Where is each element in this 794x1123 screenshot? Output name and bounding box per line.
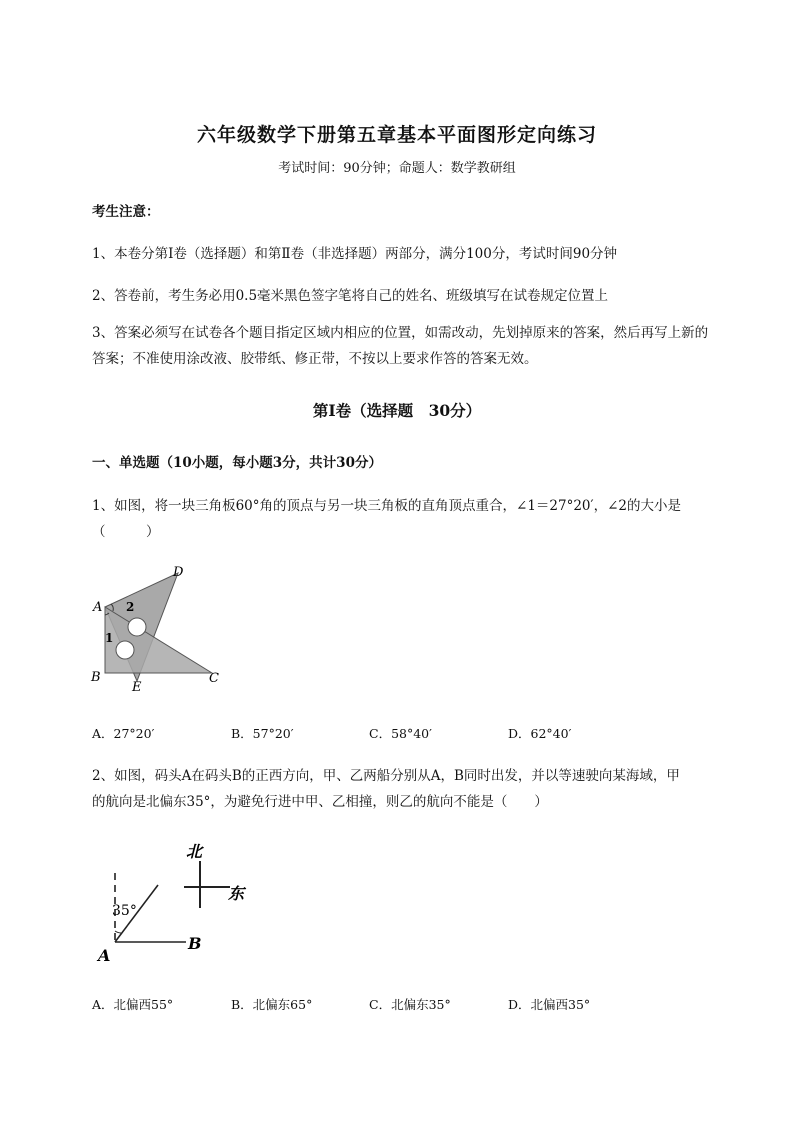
angle-arc (115, 931, 121, 933)
label-A: A (93, 600, 103, 615)
label-C: C (209, 671, 219, 686)
q1-option-d: D．62°40′ (508, 726, 572, 741)
notice-item-1: 1、本卷分第I卷（选择题）和第Ⅱ卷（非选择题）两部分，满分100分，考试时间90分钟 (92, 246, 618, 262)
q2-figure (90, 835, 280, 970)
label-B: B (91, 670, 101, 685)
q1-option-b: B．57°20′ (231, 726, 294, 741)
q2-option-b: B．北偏东65° (231, 997, 313, 1012)
label-D: D (173, 565, 184, 580)
label-E: E (132, 680, 142, 695)
q1-stem-line1: 1、如图，将一块三角板60°角的顶点与另一块三角板的直角顶点重合，∠1＝27°20′，∠2的大小是 (92, 498, 681, 514)
hole-circle (116, 641, 134, 659)
q2-option-a: A．北偏西55° (92, 997, 174, 1012)
label-A: A (98, 946, 111, 965)
page-title: 六年级数学下册第五章基本平面图形定向练习 (196, 124, 597, 146)
exam-info: 考试时间：90分钟；命题人：数学教研组 (278, 161, 516, 176)
notice-item-2: 2、答卷前，考生务必用0.5毫米黑色签字笔将自己的姓名、班级填写在试卷规定位置上 (92, 288, 609, 304)
q2-stem-line1: 2、如图，码头A在码头B的正西方向，甲、乙两船分别从A，B同时出发，并以等速驶向某海域，甲 (92, 768, 680, 784)
label-B: B (188, 934, 202, 953)
label-angle-2: 2 (126, 600, 135, 614)
notice-item-3: 3、答案必须写在试卷各个题目指定区域内相应的位置，如需改动，先划掉原来的答案，然后再写上新的答案；不准使用涂改液、胶带纸、修正带，不按以上要求作答的答案无效。 (92, 325, 709, 367)
q1-figure (85, 560, 235, 695)
label-east: 东 (228, 884, 245, 903)
label-north: 北 (186, 842, 203, 861)
q2-stem-line2: 的航向是北偏东35°，为避免行进中甲、乙相撞，则乙的航向不能是（ ） (92, 794, 548, 810)
label-angle-35: 35° (112, 903, 137, 919)
q1-option-a: A．27°20′ (92, 726, 155, 741)
hole-circle (128, 618, 146, 636)
q1-stem-line2: （ ） (92, 524, 160, 540)
q1-option-c: C．58°40′ (369, 726, 432, 741)
q2-option-d: D．北偏西35° (508, 997, 591, 1012)
notice-heading: 考生注意： (92, 204, 160, 220)
section-title: 第I卷（选择题 30分） (312, 401, 482, 420)
part-heading: 一、单选题（10小题，每小题3分，共计30分） (92, 455, 382, 471)
label-angle-1: 1 (105, 631, 114, 645)
q2-option-c: C．北偏东35° (369, 997, 451, 1012)
